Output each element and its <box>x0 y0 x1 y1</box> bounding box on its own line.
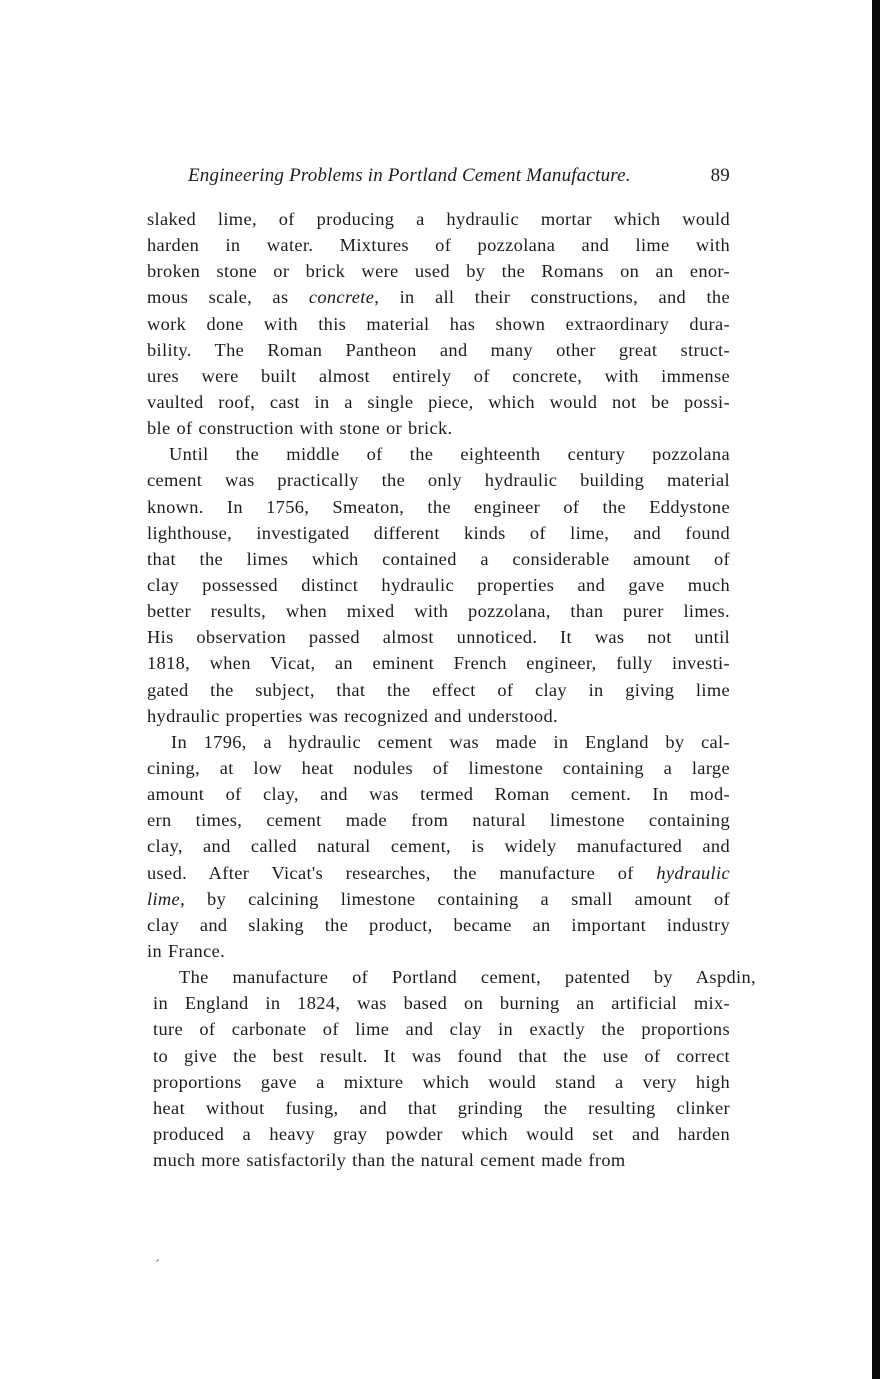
text-line: known. In 1756, Smeaton, the engineer of the Eddystone <box>147 496 730 517</box>
italic-term: hydraulic <box>656 862 730 883</box>
text-line: proportions gave a mixture which would stand a very high <box>153 1071 730 1092</box>
text-line: clay and slaking the product, became an important industry <box>147 914 730 935</box>
page-number: 89 <box>710 165 730 186</box>
text-line: broken stone or brick were used by the Romans on an enor- <box>147 261 730 282</box>
text-line: lighthouse, investigated different kinds of lime, and found <box>147 522 730 543</box>
text-line: ures were built almost entirely of concrete, with immense <box>147 365 730 386</box>
text-line: gated the subject, that the effect of clay in giving lime <box>147 679 730 700</box>
text-line: to give the best result. It was found that the use of correct <box>153 1045 730 1066</box>
text-line: ble of construction with stone or brick. <box>147 418 453 439</box>
italic-term: concrete <box>308 287 375 308</box>
text-line: hydraulic properties was recognized and understood. <box>147 705 558 726</box>
text-line: ture of carbonate of lime and clay in exactly the proportions <box>153 1019 730 1040</box>
text-line: work done with this material has shown extraordinary dura- <box>147 313 730 334</box>
text-line: in England in 1824, was based on burning an artificial mix- <box>153 993 730 1014</box>
text-line: vaulted roof, cast in a single piece, which would not be possi- <box>147 391 730 412</box>
text-line: produced a heavy gray powder which would set and harden <box>153 1123 730 1144</box>
text-line: that the limes which contained a considerable amount of <box>147 548 730 569</box>
italic-term: lime <box>147 888 181 909</box>
text-line: heat without fusing, and that grinding the resulting clinker <box>153 1097 730 1118</box>
text-line: In 1796, a hydraulic cement was made in England by cal- <box>171 731 730 752</box>
body-text <box>147 206 756 1173</box>
text-line: The manufacture of Portland cement, patented by Aspdin, <box>179 967 756 988</box>
scan-speck <box>156 1259 159 1262</box>
scan-edge-border <box>872 0 880 1379</box>
text-line: His observation passed almost unnoticed. It was not until <box>147 627 730 648</box>
running-title: Engineering Problems in Portland Cement Manufacture. <box>188 165 631 186</box>
text-line: used. After Vicat's researches, the manufacture of hydraulic <box>147 862 730 883</box>
running-header <box>188 163 730 189</box>
text-line: 1818, when Vicat, an eminent French engineer, fully investi- <box>147 653 730 674</box>
text-line: clay possessed distinct hydraulic properties and gave much <box>147 574 730 595</box>
text-line: in France. <box>147 940 226 961</box>
text-line: Until the middle of the eighteenth century pozzolana <box>169 444 730 465</box>
text-line: harden in water. Mixtures of pozzolana and lime with <box>147 235 730 256</box>
text-line: clay, and called natural cement, is widely manufactured and <box>147 836 730 857</box>
text-line: bility. The Roman Pantheon and many other great struct- <box>147 339 730 360</box>
text-line: slaked lime, of producing a hydraulic mortar which would <box>147 209 730 229</box>
text-line: ern times, cement made from natural limestone containing <box>147 810 730 831</box>
text-line: mous scale, as concrete, in all their constructions, and the <box>147 287 730 308</box>
text-line: cement was practically the only hydraulic building material <box>147 470 730 491</box>
text-line: amount of clay, and was termed Roman cement. In mod- <box>147 784 730 805</box>
text-line: much more satisfactorily than the natural cement made from <box>153 1150 626 1171</box>
text-line: cining, at low heat nodules of limestone containing a large <box>147 757 730 778</box>
text-line: better results, when mixed with pozzolana, than purer limes. <box>147 601 730 622</box>
text-line: lime, by calcining limestone containing a small amount of <box>147 888 730 909</box>
